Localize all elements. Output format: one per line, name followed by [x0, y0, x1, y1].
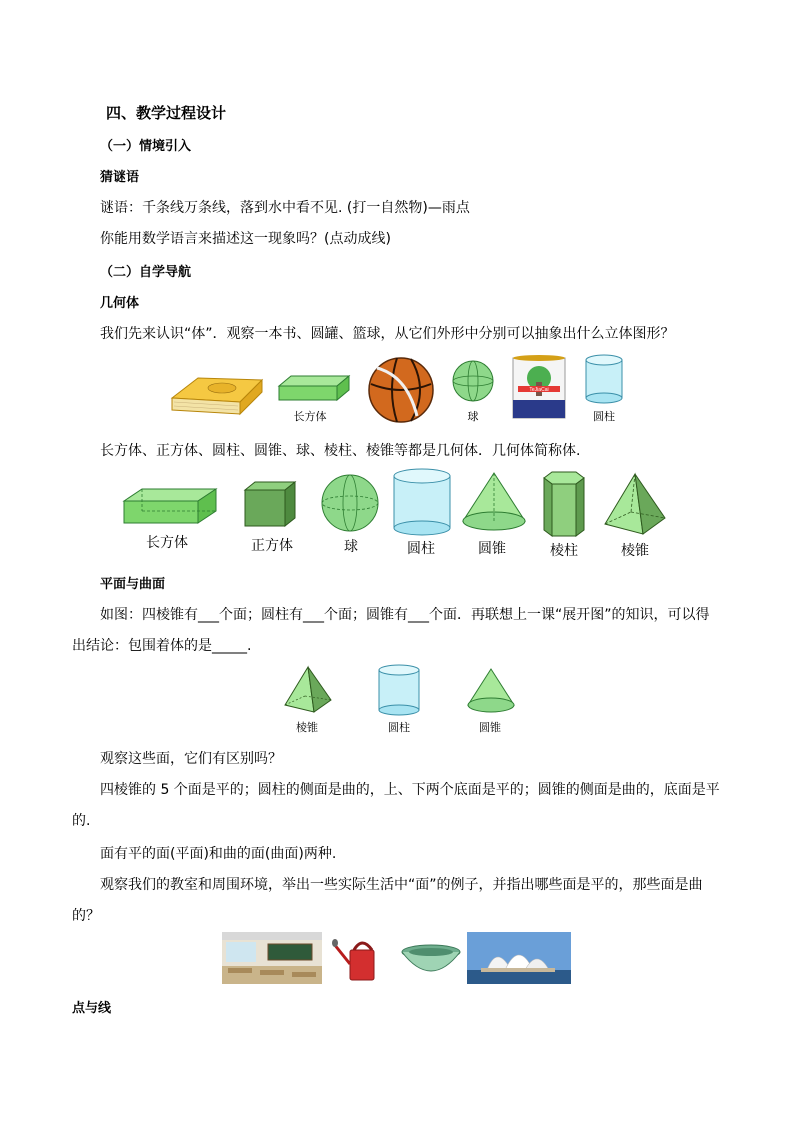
cone-small-image — [466, 667, 516, 715]
can-label: TeJiaCai — [529, 387, 549, 393]
examples-line-1: 观察我们的教室和周围环境，举出一些实际生活中“面”的例子，并指出哪些面是平的，那些面是曲 — [100, 877, 703, 893]
riddle-text: 谜语：千条线万条线，落到水中看不见. (打一自然物)—雨点 — [100, 200, 470, 216]
shape-label-prism: 棱柱 — [550, 543, 578, 559]
subheading-surfaces: 平面与曲面 — [100, 577, 166, 592]
opera-house-photo — [467, 932, 571, 984]
heading-part2: （二）自学导航 — [100, 265, 192, 280]
bowl-photo — [400, 944, 462, 980]
caption-cuboid: 长方体 — [293, 410, 327, 423]
solids-intro: 我们先来认识“体”．观察一本书、圆罐、篮球，从它们外形中分别可以抽象出什么立体图形？ — [100, 326, 675, 342]
solids-summary: 长方体、正方体、圆柱、圆锥、球、棱柱、棱锥等都是几何体．几何体简称体. — [100, 443, 581, 459]
subheading-solids: 几何体 — [100, 296, 140, 311]
shape-label-cylinder: 圆柱 — [407, 541, 435, 557]
cube-image — [245, 480, 297, 528]
cuboid-large-image — [124, 487, 218, 525]
watering-can-photo — [332, 934, 394, 984]
observe-question: 观察这些面，它们有区别吗？ — [100, 751, 282, 767]
heading-part1: （一）情境引入 — [100, 139, 192, 154]
caption-sphere: 球 — [467, 410, 479, 423]
cylinder-large-image — [392, 468, 452, 538]
paint-can-image — [510, 354, 568, 420]
subheading-points-lines: 点与线 — [72, 1001, 112, 1016]
prism-image — [542, 470, 586, 540]
basketball-image — [367, 356, 435, 424]
cone-large-image — [461, 471, 527, 533]
book-image — [168, 372, 264, 418]
caption-cylinder: 圆柱 — [593, 410, 615, 423]
caption-cylinder-mid: 圆柱 — [388, 721, 410, 734]
sphere-large-image — [320, 473, 380, 533]
examples-line-2: 的？ — [72, 908, 100, 924]
surface-kinds: 面有平的面(平面)和曲的面(曲面)两种. — [100, 846, 337, 862]
riddle-question: 你能用数学语言来描述这一现象吗？(点动成线) — [100, 231, 391, 247]
sphere-small-image — [451, 359, 495, 403]
cylinder-mid-image — [377, 664, 421, 718]
classroom-photo — [222, 932, 322, 984]
answer-line-2: 的. — [72, 813, 91, 829]
surfaces-question-2: 出结论：包围着体的是_____. — [72, 638, 252, 654]
surfaces-question-1: 如图：四棱锥有___个面；圆柱有___个面；圆锥有___个面．再联想上一课“展开图”的知识，可以得 — [100, 607, 710, 623]
caption-cone: 圆锥 — [479, 721, 501, 734]
shape-label-sphere: 球 — [344, 539, 358, 555]
section-title: 四、教学过程设计 — [106, 104, 227, 122]
shape-label-cone: 圆锥 — [478, 541, 506, 557]
pyramid-large-image — [603, 472, 667, 538]
cuboid-image — [279, 374, 351, 402]
pyramid-small-image — [283, 665, 333, 715]
answer-line-1: 四棱锥的 5 个面是平的；圆柱的侧面是曲的，上、下两个底面是平的；圆锥的侧面是曲的，底面是平 — [100, 782, 720, 798]
caption-pyramid: 棱锥 — [296, 721, 318, 734]
shape-label-cube: 正方体 — [251, 538, 293, 554]
cylinder-small-image — [584, 354, 624, 404]
shape-label-pyramid: 棱锥 — [621, 543, 649, 559]
shape-label-cuboid: 长方体 — [146, 535, 188, 551]
subheading-riddle: 猜谜语 — [100, 170, 140, 185]
